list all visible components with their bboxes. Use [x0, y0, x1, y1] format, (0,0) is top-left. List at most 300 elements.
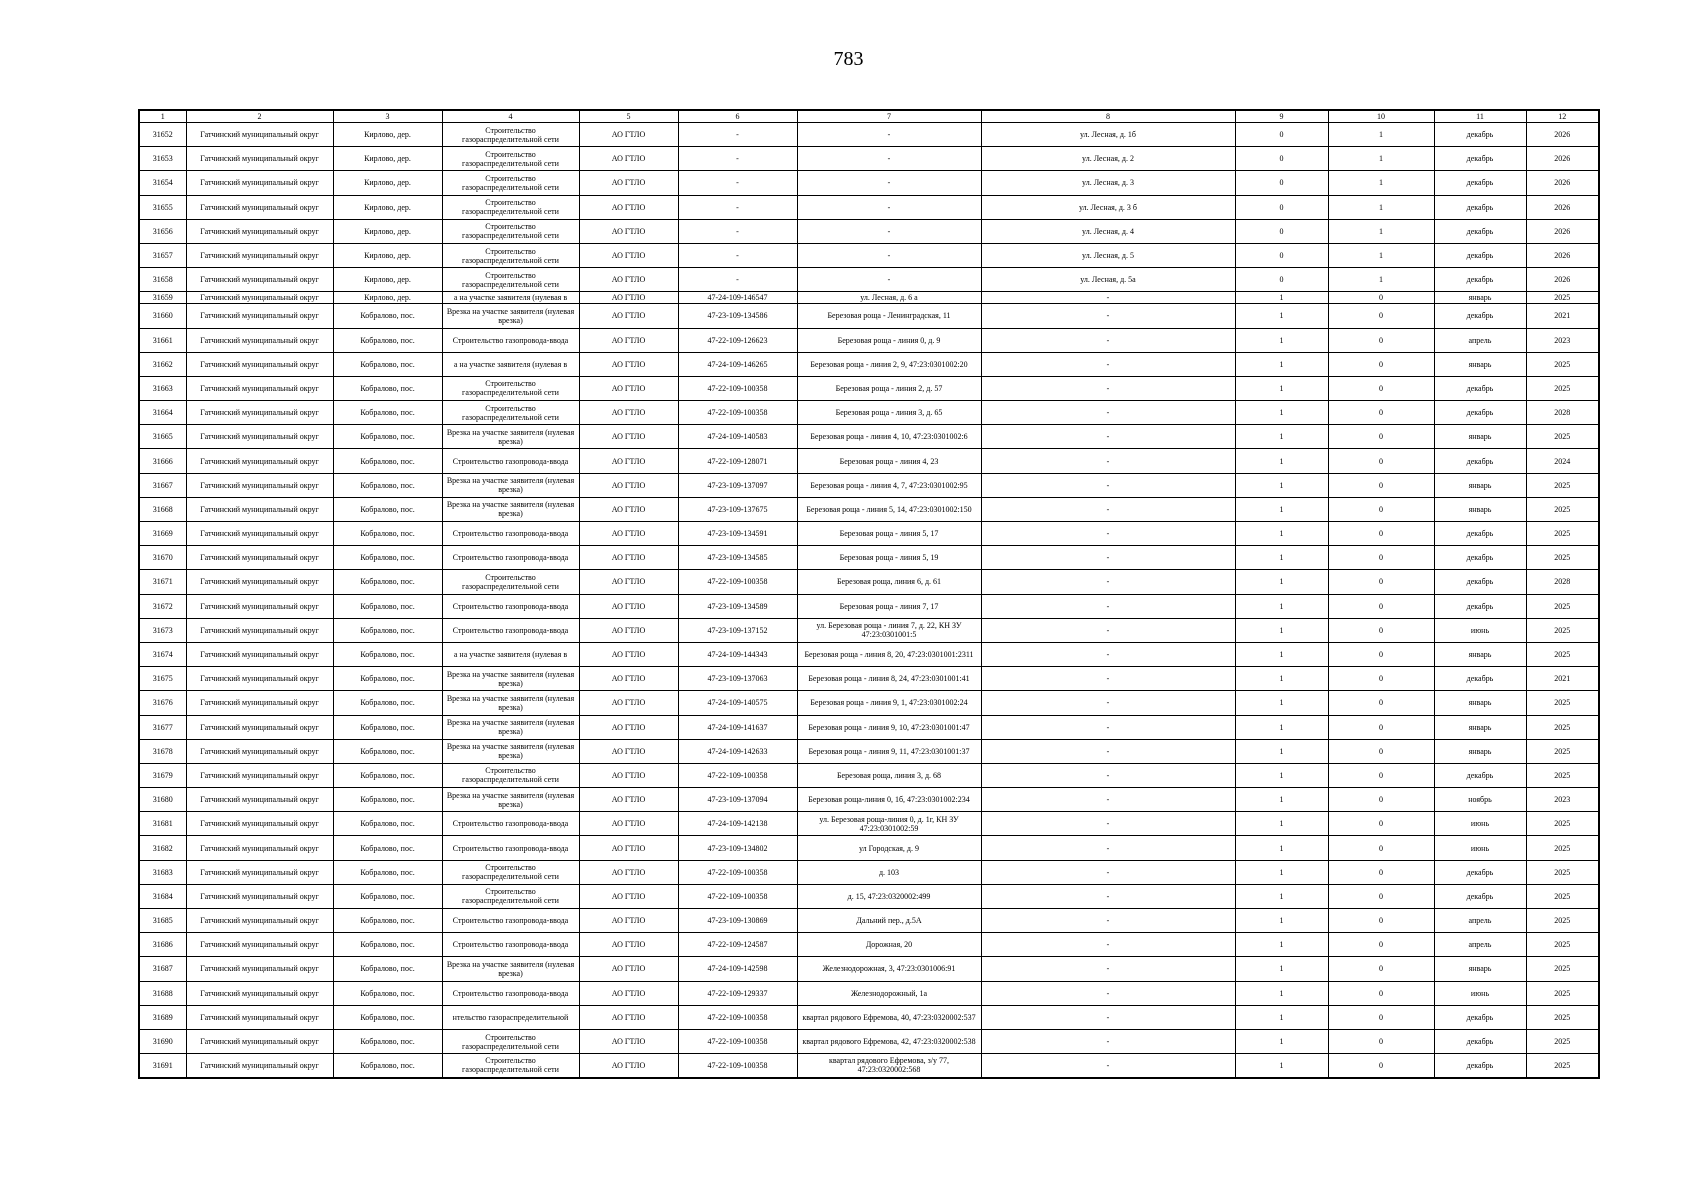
- table-cell-col-7: ул. Лесная, д. 6 а: [797, 292, 981, 304]
- table-row: [139, 1054, 1599, 1078]
- table-cell-col-8: -: [981, 401, 1235, 425]
- table-cell-col-12: 2023: [1526, 328, 1599, 352]
- table-cell-col-8: -: [981, 594, 1235, 618]
- table-cell-col-2: Гатчинский муниципальный округ: [186, 425, 333, 449]
- table-cell-col-1: 31652: [139, 123, 186, 147]
- table-cell-col-1: 31666: [139, 449, 186, 473]
- table-cell-col-7: -: [797, 171, 981, 195]
- table-cell-col-9: 1: [1235, 546, 1328, 570]
- table-cell-col-3: Кобралово, пос.: [333, 667, 442, 691]
- table-cell-col-8: -: [981, 497, 1235, 521]
- table-cell-col-7: Дальний пер., д.5А: [797, 909, 981, 933]
- table-cell-col-8: -: [981, 739, 1235, 763]
- table-cell-col-4: Строительство газопровода-ввода: [442, 812, 579, 836]
- table-cell-col-10: 0: [1328, 763, 1434, 787]
- table-cell-col-9: 0: [1235, 243, 1328, 267]
- table-row: [139, 739, 1599, 763]
- table-row: [139, 522, 1599, 546]
- table-cell-col-1: 31684: [139, 884, 186, 908]
- table-cell-col-1: 31687: [139, 957, 186, 981]
- table-cell-col-7: Березовая роща - линия 5, 17: [797, 522, 981, 546]
- table-cell-col-10: 0: [1328, 304, 1434, 328]
- column-header-2: 2: [186, 110, 333, 123]
- table-cell-col-2: Гатчинский муниципальный округ: [186, 522, 333, 546]
- table-cell-col-11: январь: [1434, 473, 1526, 497]
- table-cell-col-10: 1: [1328, 243, 1434, 267]
- table-cell-col-8: -: [981, 933, 1235, 957]
- table-cell-col-6: 47-24-109-142138: [678, 812, 797, 836]
- table-cell-col-10: 0: [1328, 1054, 1434, 1078]
- table-cell-col-10: 0: [1328, 352, 1434, 376]
- table-cell-col-2: Гатчинский муниципальный округ: [186, 1054, 333, 1078]
- table-cell-col-10: 0: [1328, 546, 1434, 570]
- table-cell-col-4: Строительство газопровода-ввода: [442, 933, 579, 957]
- table-cell-col-8: -: [981, 884, 1235, 908]
- table-cell-col-9: 1: [1235, 570, 1328, 594]
- table-cell-col-3: Кирлово, дер.: [333, 147, 442, 171]
- table-cell-col-3: Кобралово, пос.: [333, 618, 442, 642]
- table-cell-col-2: Гатчинский муниципальный округ: [186, 1029, 333, 1053]
- table-cell-col-11: январь: [1434, 739, 1526, 763]
- table-cell-col-3: Кобралово, пос.: [333, 812, 442, 836]
- table-cell-col-11: декабрь: [1434, 123, 1526, 147]
- table-row: [139, 219, 1599, 243]
- table-cell-col-9: 0: [1235, 219, 1328, 243]
- table-cell-col-7: д. 15, 47:23:0320002:499: [797, 884, 981, 908]
- table-cell-col-2: Гатчинский муниципальный округ: [186, 352, 333, 376]
- table-cell-col-5: АО ГТЛО: [579, 957, 678, 981]
- table-cell-col-10: 0: [1328, 292, 1434, 304]
- table-cell-col-9: 1: [1235, 352, 1328, 376]
- table-cell-col-6: 47-22-109-100358: [678, 401, 797, 425]
- table-cell-col-12: 2026: [1526, 243, 1599, 267]
- table-cell-col-10: 0: [1328, 1005, 1434, 1029]
- table-cell-col-11: декабрь: [1434, 449, 1526, 473]
- table-cell-col-11: январь: [1434, 691, 1526, 715]
- table-cell-col-5: АО ГТЛО: [579, 594, 678, 618]
- table-row: [139, 171, 1599, 195]
- table-cell-col-1: 31689: [139, 1005, 186, 1029]
- table-cell-col-2: Гатчинский муниципальный округ: [186, 243, 333, 267]
- column-header-7: 7: [797, 110, 981, 123]
- table-cell-col-8: -: [981, 352, 1235, 376]
- table-cell-col-5: АО ГТЛО: [579, 933, 678, 957]
- table-row: [139, 884, 1599, 908]
- table-row: [139, 1029, 1599, 1053]
- table-cell-col-12: 2024: [1526, 449, 1599, 473]
- table-cell-col-1: 31661: [139, 328, 186, 352]
- table-cell-col-11: декабрь: [1434, 884, 1526, 908]
- table-cell-col-10: 0: [1328, 642, 1434, 666]
- table-cell-col-7: Березовая роща - линия 9, 11, 47:23:0301001:37: [797, 739, 981, 763]
- table-cell-col-10: 1: [1328, 123, 1434, 147]
- table-cell-col-7: Березовая роща - линия 5, 19: [797, 546, 981, 570]
- table-row: [139, 570, 1599, 594]
- table-cell-col-1: 31657: [139, 243, 186, 267]
- table-cell-col-6: -: [678, 243, 797, 267]
- table-cell-col-5: АО ГТЛО: [579, 884, 678, 908]
- table-cell-col-12: 2025: [1526, 618, 1599, 642]
- table-cell-col-11: декабрь: [1434, 1005, 1526, 1029]
- table-cell-col-2: Гатчинский муниципальный округ: [186, 933, 333, 957]
- table-cell-col-4: Строительство газораспределительной сети: [442, 401, 579, 425]
- table-cell-col-1: 31662: [139, 352, 186, 376]
- table-cell-col-11: декабрь: [1434, 243, 1526, 267]
- table-cell-col-3: Кобралово, пос.: [333, 1005, 442, 1029]
- table-cell-col-1: 31681: [139, 812, 186, 836]
- table-cell-col-8: ул. Лесная, д. 5а: [981, 268, 1235, 292]
- table-cell-col-4: Строительство газораспределительной сети: [442, 268, 579, 292]
- table-cell-col-11: январь: [1434, 292, 1526, 304]
- table-cell-col-5: АО ГТЛО: [579, 981, 678, 1005]
- table-body: [139, 123, 1599, 1078]
- table-cell-col-4: Строительство газораспределительной сети: [442, 884, 579, 908]
- table-cell-col-1: 31688: [139, 981, 186, 1005]
- table-cell-col-8: -: [981, 1005, 1235, 1029]
- table-cell-col-8: ул. Лесная, д. 5: [981, 243, 1235, 267]
- table-cell-col-7: ул. Березовая роща - линия 7, д. 22, КН ЗУ 47:23:0301001:5: [797, 618, 981, 642]
- table-cell-col-2: Гатчинский муниципальный округ: [186, 860, 333, 884]
- table-cell-col-10: 1: [1328, 147, 1434, 171]
- table-cell-col-12: 2025: [1526, 473, 1599, 497]
- table-cell-col-11: декабрь: [1434, 147, 1526, 171]
- table-cell-col-6: 47-24-109-141637: [678, 715, 797, 739]
- table-cell-col-9: 1: [1235, 667, 1328, 691]
- table-cell-col-7: Березовая роща - линия 5, 14, 47:23:0301002:150: [797, 497, 981, 521]
- table-cell-col-11: январь: [1434, 425, 1526, 449]
- table-cell-col-4: Строительство газораспределительной сети: [442, 763, 579, 787]
- table-row: [139, 860, 1599, 884]
- table-cell-col-2: Гатчинский муниципальный округ: [186, 123, 333, 147]
- table-cell-col-6: 47-24-109-142633: [678, 739, 797, 763]
- table-cell-col-8: -: [981, 715, 1235, 739]
- table-cell-col-8: -: [981, 570, 1235, 594]
- table-cell-col-10: 0: [1328, 328, 1434, 352]
- table-cell-col-3: Кирлово, дер.: [333, 243, 442, 267]
- table-cell-col-6: 47-23-109-130869: [678, 909, 797, 933]
- table-cell-col-3: Кобралово, пос.: [333, 1029, 442, 1053]
- table-cell-col-1: 31675: [139, 667, 186, 691]
- table-cell-col-7: -: [797, 219, 981, 243]
- table-cell-col-10: 0: [1328, 909, 1434, 933]
- table-cell-col-10: 0: [1328, 425, 1434, 449]
- table-cell-col-3: Кирлово, дер.: [333, 268, 442, 292]
- table-cell-col-9: 1: [1235, 957, 1328, 981]
- table-cell-col-5: АО ГТЛО: [579, 691, 678, 715]
- table-cell-col-7: квартал рядового Ефремова, 40, 47:23:0320002:537: [797, 1005, 981, 1029]
- table-cell-col-6: -: [678, 123, 797, 147]
- table-cell-col-7: Березовая роща, линия 3, д. 68: [797, 763, 981, 787]
- table-cell-col-5: АО ГТЛО: [579, 546, 678, 570]
- table-cell-col-5: АО ГТЛО: [579, 195, 678, 219]
- table-cell-col-4: Строительство газопровода-ввода: [442, 909, 579, 933]
- table-cell-col-6: 47-23-109-137063: [678, 667, 797, 691]
- table-cell-col-11: декабрь: [1434, 763, 1526, 787]
- table-cell-col-10: 0: [1328, 497, 1434, 521]
- table-cell-col-7: Березовая роща, линия 6, д. 61: [797, 570, 981, 594]
- table-cell-col-11: декабрь: [1434, 546, 1526, 570]
- table-row: [139, 909, 1599, 933]
- table-cell-col-7: Березовая роща - линия 4, 23: [797, 449, 981, 473]
- table-row: [139, 352, 1599, 376]
- table-cell-col-3: Кобралово, пос.: [333, 449, 442, 473]
- column-header-5: 5: [579, 110, 678, 123]
- table-cell-col-7: -: [797, 243, 981, 267]
- table-cell-col-9: 1: [1235, 1029, 1328, 1053]
- table-cell-col-9: 1: [1235, 642, 1328, 666]
- table-row: [139, 304, 1599, 328]
- table-cell-col-5: АО ГТЛО: [579, 497, 678, 521]
- table-cell-col-9: 1: [1235, 304, 1328, 328]
- table-cell-col-8: -: [981, 812, 1235, 836]
- table-cell-col-1: 31676: [139, 691, 186, 715]
- table-cell-col-9: 1: [1235, 401, 1328, 425]
- table-cell-col-4: Врезка на участке заявителя (нулевая врезка): [442, 425, 579, 449]
- table-cell-col-4: а на участке заявителя (нулевая в: [442, 642, 579, 666]
- table-cell-col-2: Гатчинский муниципальный округ: [186, 957, 333, 981]
- table-cell-col-2: Гатчинский муниципальный округ: [186, 497, 333, 521]
- table-cell-col-8: -: [981, 304, 1235, 328]
- table-cell-col-8: -: [981, 522, 1235, 546]
- table-cell-col-6: 47-22-109-129337: [678, 981, 797, 1005]
- table-cell-col-6: -: [678, 147, 797, 171]
- table-cell-col-12: 2025: [1526, 425, 1599, 449]
- table-cell-col-5: АО ГТЛО: [579, 1029, 678, 1053]
- table-cell-col-9: 1: [1235, 739, 1328, 763]
- table-cell-col-5: АО ГТЛО: [579, 642, 678, 666]
- table-cell-col-11: январь: [1434, 642, 1526, 666]
- table-cell-col-3: Кобралово, пос.: [333, 473, 442, 497]
- table-cell-col-4: Строительство газораспределительной сети: [442, 1029, 579, 1053]
- table-cell-col-2: Гатчинский муниципальный округ: [186, 788, 333, 812]
- table-cell-col-12: 2026: [1526, 123, 1599, 147]
- table-cell-col-12: 2025: [1526, 292, 1599, 304]
- table-cell-col-12: 2025: [1526, 691, 1599, 715]
- table-row: [139, 123, 1599, 147]
- table-cell-col-5: АО ГТЛО: [579, 812, 678, 836]
- table-cell-col-2: Гатчинский муниципальный округ: [186, 195, 333, 219]
- table-cell-col-9: 0: [1235, 195, 1328, 219]
- table-cell-col-10: 0: [1328, 957, 1434, 981]
- table-cell-col-12: 2025: [1526, 763, 1599, 787]
- table-cell-col-4: Строительство газораспределительной сети: [442, 860, 579, 884]
- table-cell-col-8: -: [981, 860, 1235, 884]
- table-cell-col-12: 2025: [1526, 376, 1599, 400]
- table-cell-col-7: Березовая роща - линия 8, 20, 47:23:0301001:2311: [797, 642, 981, 666]
- table-cell-col-5: АО ГТЛО: [579, 1005, 678, 1029]
- table-cell-col-1: 31669: [139, 522, 186, 546]
- table-row: [139, 812, 1599, 836]
- table-cell-col-12: 2025: [1526, 497, 1599, 521]
- table-cell-col-4: Строительство газораспределительной сети: [442, 147, 579, 171]
- table-cell-col-2: Гатчинский муниципальный округ: [186, 691, 333, 715]
- table-cell-col-9: 1: [1235, 884, 1328, 908]
- table-cell-col-9: 1: [1235, 292, 1328, 304]
- table-cell-col-1: 31685: [139, 909, 186, 933]
- table-cell-col-10: 1: [1328, 171, 1434, 195]
- table-cell-col-3: Кобралово, пос.: [333, 909, 442, 933]
- table-cell-col-4: Строительство газопровода-ввода: [442, 594, 579, 618]
- table-cell-col-7: -: [797, 147, 981, 171]
- table-cell-col-8: -: [981, 691, 1235, 715]
- table-cell-col-5: АО ГТЛО: [579, 667, 678, 691]
- table-cell-col-6: 47-24-109-146547: [678, 292, 797, 304]
- table-cell-col-5: АО ГТЛО: [579, 836, 678, 860]
- column-header-9: 9: [1235, 110, 1328, 123]
- table-cell-col-9: 1: [1235, 691, 1328, 715]
- table-row: [139, 691, 1599, 715]
- table-row: [139, 642, 1599, 666]
- table-cell-col-2: Гатчинский муниципальный округ: [186, 715, 333, 739]
- table-row: [139, 268, 1599, 292]
- table-cell-col-3: Кобралово, пос.: [333, 304, 442, 328]
- table-cell-col-5: АО ГТЛО: [579, 449, 678, 473]
- table-cell-col-6: 47-22-109-100358: [678, 884, 797, 908]
- table-cell-col-8: -: [981, 1029, 1235, 1053]
- table-cell-col-2: Гатчинский муниципальный округ: [186, 594, 333, 618]
- table-cell-col-12: 2025: [1526, 522, 1599, 546]
- table-cell-col-3: Кобралово, пос.: [333, 933, 442, 957]
- table-cell-col-3: Кобралово, пос.: [333, 836, 442, 860]
- table-row: [139, 243, 1599, 267]
- table-cell-col-6: 47-24-109-140583: [678, 425, 797, 449]
- table-cell-col-10: 0: [1328, 376, 1434, 400]
- table-cell-col-10: 0: [1328, 1029, 1434, 1053]
- table-cell-col-8: ул. Лесная, д. 3: [981, 171, 1235, 195]
- table-cell-col-8: ул. Лесная, д. 3 б: [981, 195, 1235, 219]
- table-cell-col-5: АО ГТЛО: [579, 739, 678, 763]
- table-cell-col-12: 2025: [1526, 884, 1599, 908]
- table-cell-col-9: 1: [1235, 1054, 1328, 1078]
- table-cell-col-7: Березовая роща - линия 3, д. 65: [797, 401, 981, 425]
- table-cell-col-1: 31656: [139, 219, 186, 243]
- table-cell-col-11: апрель: [1434, 933, 1526, 957]
- table-cell-col-7: Железнодорожная, 3, 47:23:0301006:91: [797, 957, 981, 981]
- table-cell-col-1: 31665: [139, 425, 186, 449]
- table-cell-col-1: 31671: [139, 570, 186, 594]
- table-cell-col-11: декабрь: [1434, 376, 1526, 400]
- table-cell-col-7: Березовая роща - линия 9, 10, 47:23:0301001:47: [797, 715, 981, 739]
- table-cell-col-1: 31673: [139, 618, 186, 642]
- table-cell-col-6: 47-22-109-100358: [678, 376, 797, 400]
- table-cell-col-2: Гатчинский муниципальный округ: [186, 1005, 333, 1029]
- table-cell-col-10: 0: [1328, 473, 1434, 497]
- table-cell-col-2: Гатчинский муниципальный округ: [186, 763, 333, 787]
- table-cell-col-10: 0: [1328, 981, 1434, 1005]
- table-cell-col-3: Кобралово, пос.: [333, 763, 442, 787]
- table-cell-col-9: 1: [1235, 594, 1328, 618]
- table-cell-col-11: январь: [1434, 352, 1526, 376]
- registry-table: [138, 109, 1600, 1079]
- table-cell-col-11: декабрь: [1434, 570, 1526, 594]
- table-cell-col-6: -: [678, 195, 797, 219]
- table-cell-col-6: -: [678, 268, 797, 292]
- table-cell-col-10: 0: [1328, 812, 1434, 836]
- table-cell-col-8: -: [981, 618, 1235, 642]
- table-cell-col-10: 0: [1328, 788, 1434, 812]
- table-cell-col-2: Гатчинский муниципальный округ: [186, 812, 333, 836]
- table-cell-col-1: 31663: [139, 376, 186, 400]
- table-cell-col-5: АО ГТЛО: [579, 243, 678, 267]
- table-cell-col-12: 2025: [1526, 1054, 1599, 1078]
- table-cell-col-1: 31682: [139, 836, 186, 860]
- table-cell-col-12: 2026: [1526, 171, 1599, 195]
- table-cell-col-3: Кобралово, пос.: [333, 642, 442, 666]
- table-cell-col-6: 47-23-109-134591: [678, 522, 797, 546]
- table-cell-col-10: 0: [1328, 522, 1434, 546]
- table-cell-col-3: Кобралово, пос.: [333, 788, 442, 812]
- table-cell-col-9: 1: [1235, 788, 1328, 812]
- table-cell-col-12: 2021: [1526, 667, 1599, 691]
- table-cell-col-5: АО ГТЛО: [579, 268, 678, 292]
- table-cell-col-9: 1: [1235, 715, 1328, 739]
- table-cell-col-8: -: [981, 546, 1235, 570]
- table-cell-col-2: Гатчинский муниципальный округ: [186, 449, 333, 473]
- table-cell-col-10: 0: [1328, 860, 1434, 884]
- table-cell-col-5: АО ГТЛО: [579, 522, 678, 546]
- table-cell-col-5: АО ГТЛО: [579, 219, 678, 243]
- table-cell-col-6: 47-24-109-146265: [678, 352, 797, 376]
- table-cell-col-6: -: [678, 219, 797, 243]
- table-cell-col-10: 0: [1328, 594, 1434, 618]
- table-cell-col-6: 47-23-109-137097: [678, 473, 797, 497]
- table-cell-col-3: Кобралово, пос.: [333, 522, 442, 546]
- table-cell-col-2: Гатчинский муниципальный округ: [186, 401, 333, 425]
- table-cell-col-8: -: [981, 425, 1235, 449]
- table-cell-col-11: декабрь: [1434, 195, 1526, 219]
- table-cell-col-9: 1: [1235, 328, 1328, 352]
- table-cell-col-1: 31690: [139, 1029, 186, 1053]
- table-row: [139, 1005, 1599, 1029]
- table-cell-col-1: 31677: [139, 715, 186, 739]
- table-cell-col-9: 1: [1235, 618, 1328, 642]
- table-cell-col-6: 47-22-109-100358: [678, 1005, 797, 1029]
- table-cell-col-4: Врезка на участке заявителя (нулевая врезка): [442, 497, 579, 521]
- table-cell-col-12: 2026: [1526, 219, 1599, 243]
- table-cell-col-10: 0: [1328, 691, 1434, 715]
- table-cell-col-4: Врезка на участке заявителя (нулевая врезка): [442, 473, 579, 497]
- table-cell-col-1: 31686: [139, 933, 186, 957]
- column-header-8: 8: [981, 110, 1235, 123]
- table-cell-col-5: АО ГТЛО: [579, 860, 678, 884]
- table-cell-col-7: Березовая роща - линия 7, 17: [797, 594, 981, 618]
- table-cell-col-12: 2025: [1526, 594, 1599, 618]
- table-cell-col-11: июнь: [1434, 618, 1526, 642]
- table-cell-col-8: -: [981, 473, 1235, 497]
- table-cell-col-5: АО ГТЛО: [579, 123, 678, 147]
- table-row: [139, 473, 1599, 497]
- table-cell-col-11: ноябрь: [1434, 788, 1526, 812]
- table-cell-col-12: 2025: [1526, 909, 1599, 933]
- table-cell-col-6: 47-23-109-137675: [678, 497, 797, 521]
- table-cell-col-11: июнь: [1434, 836, 1526, 860]
- table-cell-col-6: 47-22-109-100358: [678, 570, 797, 594]
- table-cell-col-2: Гатчинский муниципальный округ: [186, 739, 333, 763]
- table-cell-col-5: АО ГТЛО: [579, 570, 678, 594]
- table-cell-col-10: 0: [1328, 449, 1434, 473]
- table-cell-col-8: -: [981, 667, 1235, 691]
- table-cell-col-10: 0: [1328, 570, 1434, 594]
- table-cell-col-3: Кобралово, пос.: [333, 981, 442, 1005]
- table-cell-col-4: а на участке заявителя (нулевая в: [442, 292, 579, 304]
- table-cell-col-5: АО ГТЛО: [579, 328, 678, 352]
- table-cell-col-11: январь: [1434, 957, 1526, 981]
- table-row: [139, 195, 1599, 219]
- table-cell-col-10: 0: [1328, 715, 1434, 739]
- table-cell-col-12: 2025: [1526, 812, 1599, 836]
- table-cell-col-5: АО ГТЛО: [579, 425, 678, 449]
- table-cell-col-7: ул. Березовая роща-линия 0, д. 1г, КН ЗУ 47:23:0301002:59: [797, 812, 981, 836]
